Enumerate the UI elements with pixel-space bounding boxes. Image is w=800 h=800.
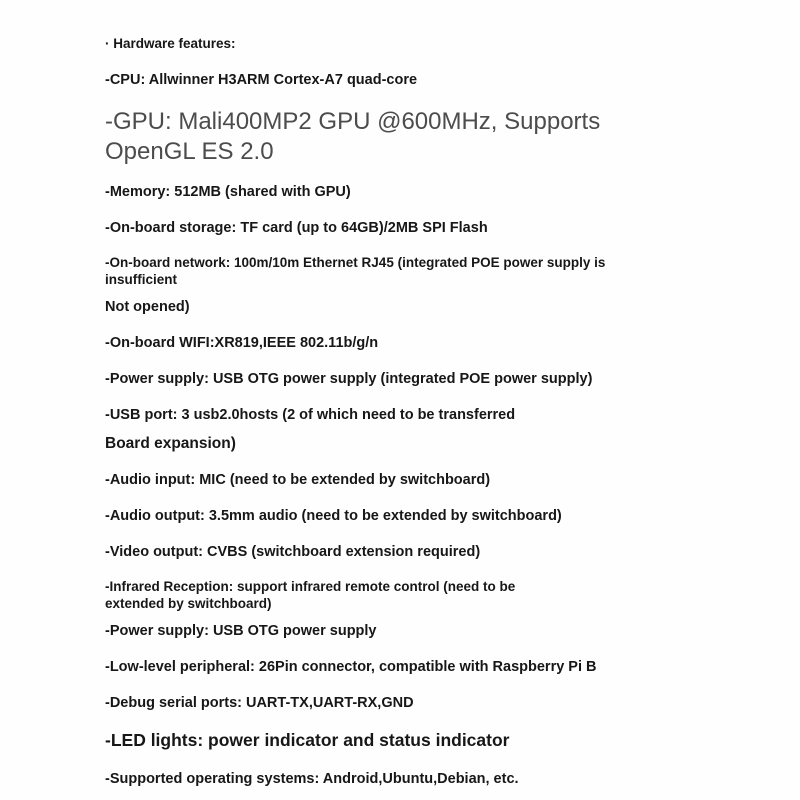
usb-port-spec-line: -USB port: 3 usb2.0hosts (2 of which need to be transferred (105, 407, 516, 424)
power-supply-spec-line: -Power supply: USB OTG power supply (integrated POE power supply) (105, 371, 593, 388)
storage-spec-line: -On-board storage: TF card (up to 64GB)/2MB SPI Flash (105, 220, 488, 237)
hardware-features-heading: · Hardware features: (105, 36, 236, 51)
memory-spec-line: -Memory: 512MB (shared with GPU) (105, 184, 351, 200)
operating-systems-spec-line: -Supported operating systems: Android,Ubuntu,Debian, etc. (105, 771, 519, 788)
infrared-spec-line: -Infrared Reception: support infrared remote control (need to be extended by switchboard) (105, 579, 516, 612)
video-output-spec-line: -Video output: CVBS (switchboard extension required) (105, 544, 481, 561)
peripheral-spec-line: -Low-level peripheral: 26Pin connector, compatible with Raspberry Pi B (105, 659, 597, 676)
cpu-spec-line: -CPU: Allwinner H3ARM Cortex-A7 quad-core (105, 71, 418, 88)
audio-output-spec-line: -Audio output: 3.5mm audio (need to be extended by switchboard) (105, 508, 562, 524)
network-spec-continuation: Not opened) (105, 299, 190, 315)
usb-port-spec-continuation: Board expansion) (105, 434, 236, 452)
led-lights-spec-line: -LED lights: power indicator and status indicator (105, 730, 510, 751)
wifi-spec-line: -On-board WIFI:XR819,IEEE 802.11b/g/n (105, 335, 379, 352)
power-supply-otg-spec-line: -Power supply: USB OTG power supply (105, 623, 377, 639)
network-spec-line: -On-board network: 100m/10m Ethernet RJ45 (integrated POE power supply is insufficient (105, 255, 606, 288)
debug-serial-spec-line: -Debug serial ports: UART-TX,UART-RX,GND (105, 695, 414, 712)
audio-input-spec-line: -Audio input: MIC (need to be extended by switchboard) (105, 471, 491, 488)
gpu-spec-line: -GPU: Mali400MP2 GPU @600MHz, Supports OpenGL ES 2.0 (105, 108, 601, 165)
